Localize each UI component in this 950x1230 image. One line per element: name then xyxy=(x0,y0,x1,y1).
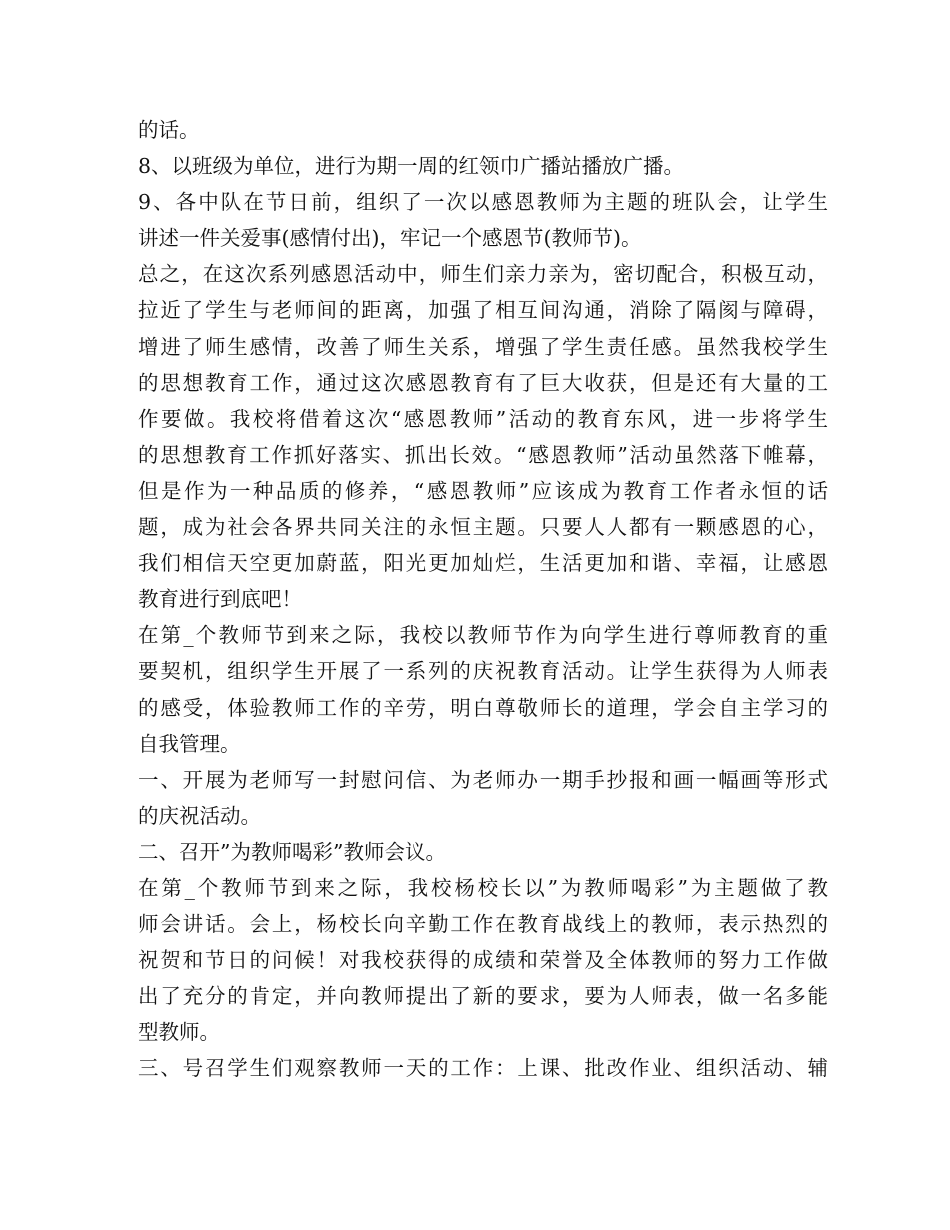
text-line: 三、号召学生们观察教师一天的工作：上课、批改作业、组织活动、辅 xyxy=(138,1056,828,1081)
text-line: 在第_个教师节到来之际，我校以教师节作为向学生进行尊师教育的重 xyxy=(138,623,828,648)
text-line: 8、以班级为单位，进行为期一周的红领巾广播站播放广播。 xyxy=(138,154,685,179)
text-line: 要契机，组织学生开展了一系列的庆祝教育活动。让学生获得为人师表 xyxy=(138,659,828,684)
text-line: 型教师。 xyxy=(138,1020,220,1045)
text-line: 自我管理。 xyxy=(138,731,241,756)
text-line: 我们相信天空更加蔚蓝，阳光更加灿烂，生活更加和谐、幸福，让感恩 xyxy=(138,551,828,576)
text-line: 题，成为社会各界共同关注的永恒主题。只要人人都有一颗感恩的心， xyxy=(138,515,828,540)
document-body xyxy=(138,112,828,1087)
text-line: 但是作为一种品质的修养，“感恩教师”应该成为教育工作者永恒的话 xyxy=(138,478,828,503)
text-line: 总之，在这次系列感恩活动中，师生们亲力亲为，密切配合，积极互动， xyxy=(138,262,828,287)
text-line: 二、召开”为教师喝彩”教师会议。 xyxy=(138,839,446,864)
text-line: 教育进行到底吧！ xyxy=(138,587,302,612)
text-line: 出了充分的肯定，并向教师提出了新的要求，要为人师表，做一名多能 xyxy=(138,984,828,1009)
text-line: 的思想教育工作抓好落实、抓出长效。“感恩教师”活动虽然落下帷幕， xyxy=(138,442,828,467)
text-line: 增进了师生感情，改善了师生关系，增强了学生责任感。虽然我校学生 xyxy=(138,334,828,359)
text-line: 作要做。我校将借着这次“感恩教师”活动的教育东风，进一步将学生 xyxy=(138,406,828,431)
text-line: 的感受，体验教师工作的辛劳，明白尊敬师长的道理，学会自主学习的 xyxy=(138,695,828,720)
text-line: 祝贺和节日的问候！对我校获得的成绩和荣誉及全体教师的努力工作做 xyxy=(138,948,828,973)
text-line: 师会讲话。会上，杨校长向辛勤工作在教育战线上的教师，表示热烈的 xyxy=(138,912,828,937)
text-line: 在第_个教师节到来之际，我校杨校长以”为教师喝彩”为主题做了教 xyxy=(138,875,828,900)
text-line: 拉近了学生与老师间的距离，加强了相互间沟通，消除了隔阂与障碍， xyxy=(138,298,828,323)
text-line: 的思想教育工作，通过这次感恩教育有了巨大收获，但是还有大量的工 xyxy=(138,370,828,395)
text-line: 的庆祝活动。 xyxy=(138,803,261,828)
text-line: 的话。 xyxy=(138,118,200,142)
text-line: 9、各中队在节日前，组织了一次以感恩教师为主题的班队会，让学生 xyxy=(138,190,828,215)
text-line: 一、开展为老师写一封慰问信、为老师办一期手抄报和画一幅画等形式 xyxy=(138,767,828,792)
text-line: 讲述一件关爱事(感情付出)，牢记一个感恩节(教师节)。 xyxy=(138,226,642,251)
